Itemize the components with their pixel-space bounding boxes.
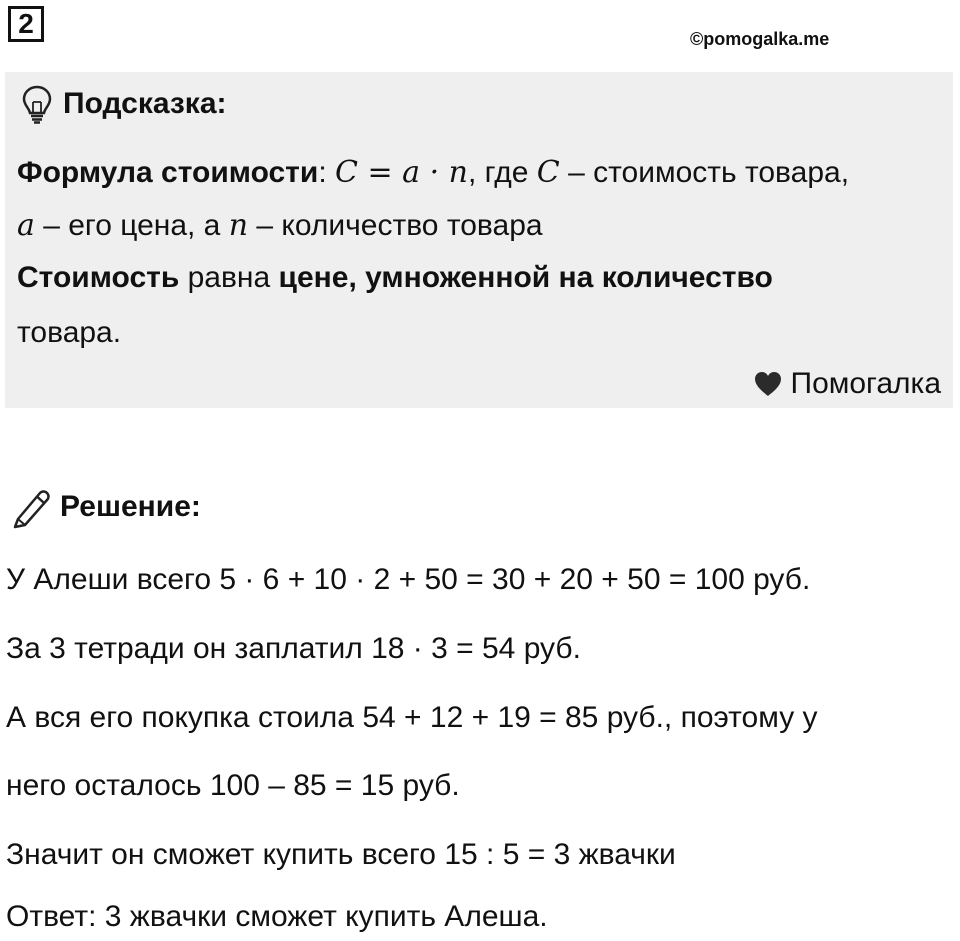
rule-plain: равна <box>179 261 279 294</box>
variable-a: a <box>17 208 35 243</box>
solution-line: него осталось 100 – 85 = 15 руб. <box>6 769 460 802</box>
watermark: ©pomogalka.me <box>690 29 830 49</box>
solution-line: А вся его покупка стоила 54 + 12 + 19 = 85 руб., поэтому у <box>6 701 818 734</box>
answer-line: Ответ: 3 жвачки сможет купить Алеша. <box>6 900 548 933</box>
variables-line <box>17 206 543 246</box>
brand-signature <box>753 366 942 402</box>
hint-header <box>21 84 227 124</box>
solution-line: За 3 тетради он заплатил 18 · 3 = 54 руб. <box>6 632 581 665</box>
variable-c: C <box>536 155 560 190</box>
heart-icon <box>753 370 783 398</box>
task-number: 2 <box>8 6 44 42</box>
c-description: – стоимость товара, <box>559 156 850 189</box>
formula-line <box>17 153 849 193</box>
n-description: – количество товара <box>248 209 543 242</box>
formula-where: , где <box>467 156 537 189</box>
formula-expression: C = a · n <box>335 155 468 190</box>
rule-line <box>17 258 773 298</box>
rule-bold-cost: Стоимость <box>17 261 180 294</box>
pencil-icon <box>10 485 54 529</box>
lightbulb-icon <box>21 84 53 124</box>
hint-box <box>5 72 953 408</box>
formula-colon: : <box>318 156 335 189</box>
solution-header <box>10 484 201 530</box>
solution-title: Решение: <box>60 490 201 523</box>
brand-label: Помогалка <box>790 367 941 400</box>
solution-line: Значит он сможет купить всего 15 : 5 = 3 жвачки <box>6 838 676 871</box>
formula-label: Формула стоимости <box>17 156 319 189</box>
rule-bold-price: цене, умноженной на количество <box>278 261 773 294</box>
solution-line: У Алеши всего 5 · 6 + 10 · 2 + 50 = 30 + 20 + 50 = 100 руб. <box>6 563 811 596</box>
variable-n: n <box>228 208 249 243</box>
hint-title: Подсказка: <box>63 87 227 120</box>
a-description: – его цена, а <box>34 209 229 242</box>
rule-end-line: товара. <box>17 316 122 349</box>
